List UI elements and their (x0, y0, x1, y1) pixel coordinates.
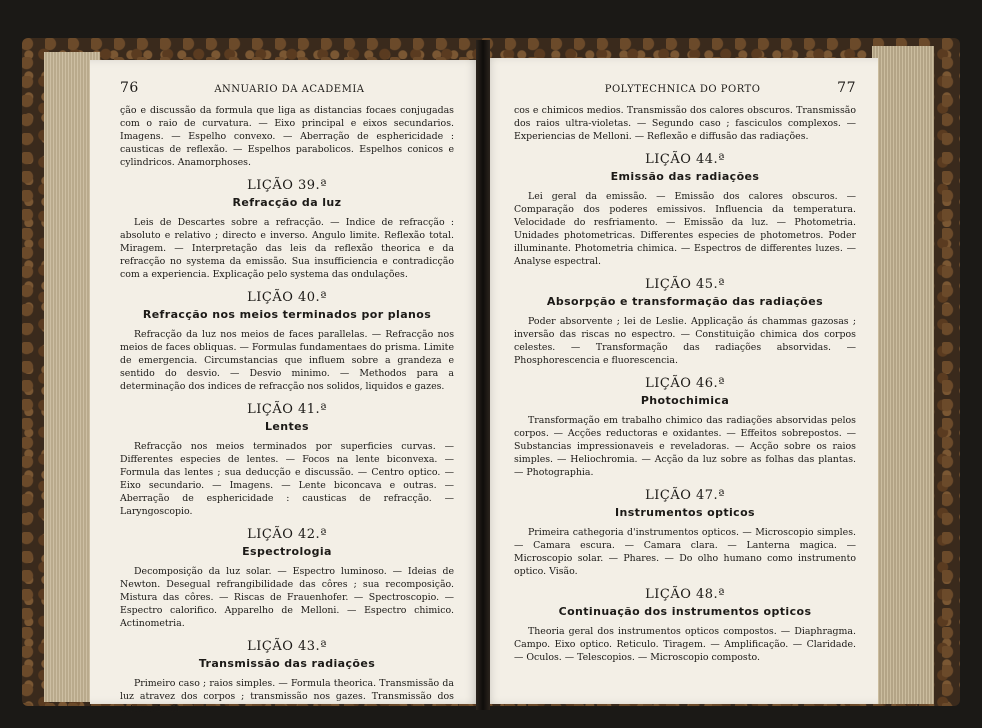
lesson-body: Primeiro caso ; raios simples. — Formula theorica. Transmissão da luz atravez dos corpos ; transmissão nos gazes. Transmissão dos raios calorifi- (120, 678, 454, 715)
lesson-43 (120, 639, 454, 716)
lesson-body: Lei geral da emissão. — Emissão dos calores obscuros. — Comparação dos poderes emissivos. Influencia da temperatura. Velocidade do resfriamento. — Emissão da luz. — Photometria. Unidades photometricas. Differentes especies de photometros. Poder illuminante. Photometria chimica. — Espectros de differentes luzes. — Analyse espectral. (514, 191, 856, 267)
left-intro-text: ção e discussão da formula que liga as distancias focaes conjugadas com o raio de curvatura. — Eixo principal e eixos secundarios. Imagens. — Espelho convexo. — Aberração de esphericidade : causticas de reflexão. — Espelhos parabolicos. Espelhos conicos e cylindricos. Anamorphoses. (120, 105, 454, 168)
lesson-title: Espectrologia (242, 545, 332, 558)
lesson-number: LIÇÃO 43.ª (247, 639, 327, 654)
lesson-title: Emissão das radiações (610, 170, 760, 183)
lesson-number: LIÇÃO 44.ª (645, 152, 725, 167)
lesson-title: Refracção da luz (232, 196, 342, 209)
lesson-41 (120, 402, 454, 518)
lesson-47 (514, 488, 856, 578)
lesson-number: LIÇÃO 48.ª (645, 587, 725, 602)
lesson-title: Absorpção e transformação das radiações (546, 295, 824, 308)
lesson-number: LIÇÃO 40.ª (247, 290, 327, 305)
lesson-39 (120, 178, 454, 281)
left-running-title: ANNUARIO DA ACADEMIA (214, 84, 365, 95)
right-page-number: 77 (837, 80, 856, 96)
lesson-number: LIÇÃO 46.ª (645, 376, 725, 391)
lesson-46 (514, 376, 856, 479)
left-running-head (120, 80, 454, 96)
lesson-40 (120, 290, 454, 393)
right-running-head (514, 80, 856, 96)
lesson-44 (514, 152, 856, 268)
lesson-number: LIÇÃO 42.ª (247, 527, 327, 542)
right-running-title: POLYTECHNICA DO PORTO (604, 84, 761, 95)
right-page (484, 58, 878, 704)
lesson-48 (514, 587, 856, 664)
lesson-title: Photochimica (640, 394, 730, 407)
lesson-title: Lentes (265, 420, 309, 433)
lesson-title: Transmissão das radiações (198, 657, 376, 670)
lesson-body: Transformação em trabalho chimico das radiações absorvidas pelos corpos. — Acções reductoras e oxidantes. — Effeitos sobrepostos. — Substancias impressionaveis e reveladoras. — Acção sobre os raios simples. — Heliochromia. — Acção da luz sobre as folhas das plantas. — Photographia. (514, 415, 856, 478)
left-page-number: 76 (120, 80, 139, 96)
lesson-42 (120, 527, 454, 630)
lesson-body: Primeira cathegoria d'instrumentos opticos. — Microscopio simples. — Camara escura. — Camara clara. — Lanterna magica. — Microscopio solar. — Phares. — Do olho humano como instrumento optico. Visão. (514, 527, 856, 577)
lesson-number: LIÇÃO 47.ª (645, 488, 725, 503)
lesson-number: LIÇÃO 39.ª (247, 178, 327, 193)
lesson-45 (514, 277, 856, 367)
book-gutter (476, 40, 490, 710)
lesson-body: Refracção da luz nos meios de faces parallelas. — Refracção nos meios de faces obliquas. — Formulas fundamentaes do prisma. Limite de emergencia. Circumstancias que influem sobre a grandeza e sentido do desvio. — Desvio minimo. — Methodos para a determinação dos indices de refracção nos solidos, liquidos e gazes. (120, 329, 454, 392)
lesson-title: Refracção nos meios terminados por planos (142, 308, 432, 321)
left-page (90, 60, 480, 715)
lesson-body: Theoria geral dos instrumentos opticos compostos. — Diaphragma. Campo. Eixo optico. Reticulo. Tiragem. — Amplificação. — Claridade. — Oculos. — Telescopios. — Microscopio composto. (514, 626, 856, 663)
lesson-body: Refracção nos meios terminados por superficies curvas. — Differentes especies de lentes. — Focos na lente biconvexa. — Formula das lentes ; sua deducção e discussão. — Centro optico. — Eixo secundario. — Imagens. — Lente biconcava e outras. — Aberração de esphericidade : causticas de refracção. — Laryngoscopio. (120, 441, 454, 517)
lesson-number: LIÇÃO 41.ª (247, 402, 327, 417)
right-page-edges (872, 46, 934, 704)
lesson-body: Leis de Descartes sobre a refracção. — Indice de refracção : absoluto e relativo ; directo e inverso. Angulo limite. Reflexão total. Miragem. — Interpretação das leis da reflexão theorica e da refracção no systema da emissão. Sua insufficiencia e contradicção com a experiencia. Explicação pelo systema das ondulações. (120, 217, 454, 280)
right-intro-text: cos e chimicos medios. Transmissão dos calores obscuros. Transmissão dos raios ultra-violetas. — Segundo caso ; fasciculos complexos. — Experiencias de Melloni. — Reflexão e diffusão das radiações. (514, 105, 856, 142)
lesson-title: Instrumentos opticos (614, 506, 756, 519)
lesson-body: Decomposição da luz solar. — Espectro luminoso. — Ideias de Newton. Desegual refrangibilidade das côres ; sua recomposição. Mistura das côres. — Riscas de Frauenhofer. — Spectroscopio. — Espectro calorifico. Apparelho de Melloni. — Espectro chimico. Actinometria. (120, 566, 454, 629)
lesson-number: LIÇÃO 45.ª (645, 277, 725, 292)
lesson-body: Poder absorvente ; lei de Leslie. Applicação ás chammas gazosas ; inversão das riscas no espectro. — Constituição chimica dos corpos celestes. — Transformação das radiações absorvidas. — Phosphorescencia e fluorescencia. (514, 316, 856, 366)
lesson-title: Continuação dos instrumentos opticos (558, 605, 812, 618)
